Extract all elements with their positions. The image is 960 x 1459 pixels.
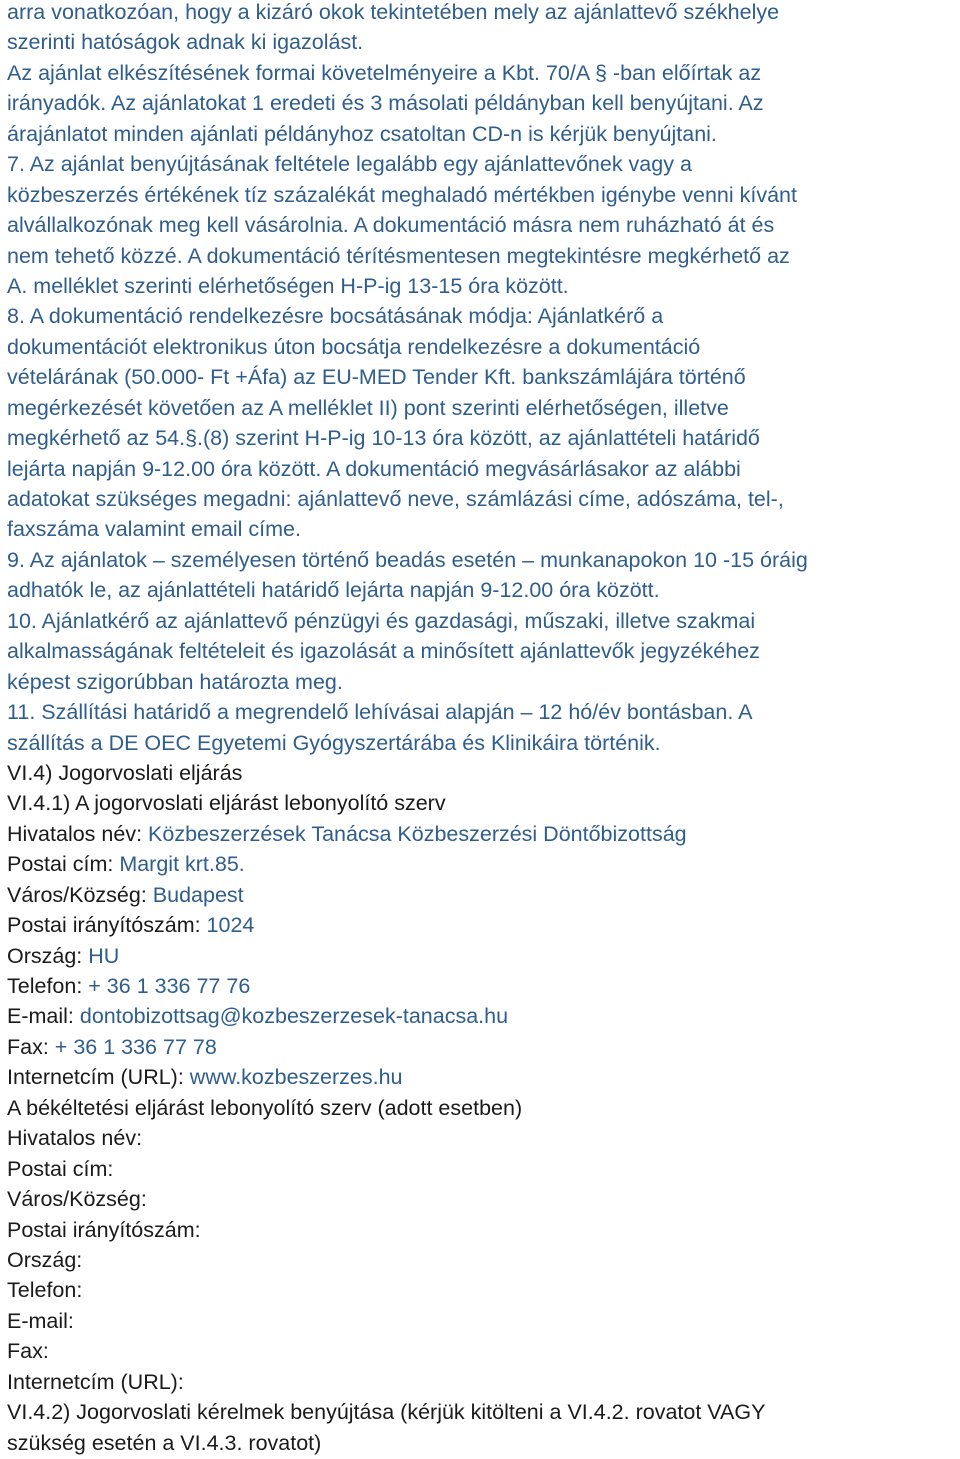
field-label: E-mail: [7,1004,80,1029]
text-line: 11. Szállítási határidő a megrendelő lehívásai alapján – 12 hó/év bontásban. A [7,700,753,725]
text-line: képest szigorúbban határozta meg. [7,669,343,694]
text-line: faxszáma valamint email címe. [7,517,301,542]
field-fax [7,1032,953,1062]
field-country [7,941,953,971]
text-line: lejárta napján 9-12.00 óra között. A dokumentáció megvásárlásakor az alábbi [7,456,741,481]
text-line: megérkezését követően az A melléklet II) pont szerinti elérhetőségen, illetve [7,395,729,420]
text-line: 10. Ajánlatkérő az ajánlattevő pénzügyi és gazdasági, műszaki, illetve szakmai [7,608,756,633]
section-heading: A békéltetési eljárást lebonyolító szerv (adott esetben) [7,1095,523,1120]
field-city [7,880,953,910]
section-heading: VI.4.2) Jogorvoslati kérelmek benyújtása (kérjük kitölteni a VI.4.2. rovatot VAGY [7,1400,766,1425]
text-line: dokumentációt elektronikus úton bocsátja rendelkezésre a dokumentáció [7,334,701,359]
field-label: Telefon: [7,1278,83,1303]
field-postal-code [7,910,953,940]
field-label: Postai cím: [7,1156,114,1181]
field-label: Internetcím (URL): [7,1065,190,1090]
text-line: 7. Az ajánlat benyújtásának feltétele legalább egy ajánlattevőnek vagy a [7,152,692,177]
field-label: Hivatalos név: [7,1126,143,1151]
text-line: alvállalkozónak meg kell vásárolnia. A dokumentáció másra nem ruházható át és [7,213,775,238]
text-line: szükség esetén a VI.4.3. rovatot) [7,1430,322,1455]
field-label: Fax: [7,1339,49,1364]
text-line: arra vonatkozóan, hogy a kizáró okok tekintetében mely az ajánlattevő székhelye [7,0,780,24]
field-label: Város/Község: [7,882,153,907]
text-line: közbeszerzés értékének tíz százalékát meghaladó mértékben igénybe venni kívánt [7,182,797,207]
field-label: Ország: [7,943,89,968]
field-value: 1024 [206,913,255,938]
field-value: + 36 1 336 77 76 [88,974,251,998]
field-value: Budapest [152,882,244,907]
text-line: szállítás a DE OEC Egyetemi Gyógyszertárába és Klinikáira történik. [7,730,661,755]
field-label: Város/Község: [7,1187,147,1212]
field-value: dontobizottsag@kozbeszerzesek-tanacsa.hu [79,1004,509,1029]
field-label: Postai irányítószám: [7,1217,201,1242]
text-line: Az ajánlat elkészítésének formai követelményeire a Kbt. 70/A § -ban előírtak az [7,60,762,85]
field-postal-address [7,849,953,879]
field-label: Postai irányítószám: [7,913,207,938]
section-vi4 [7,758,953,1093]
mediation-section [7,1093,953,1397]
text-line: alkalmasságának feltételeit és igazolását a minősített ajánlattevők jegyzékéhez [7,639,760,664]
field-label: Telefon: [7,974,89,998]
field-value: Margit krt.85. [119,852,245,877]
intro-paragraphs [7,0,953,758]
text-line: megkérhető az 54.§.(8) szerint H-P-ig 10-13 óra között, az ajánlattételi határidő [7,426,760,451]
field-value: + 36 1 336 77 78 [54,1034,217,1059]
field-label: Ország: [7,1247,83,1272]
field-value: Közbeszerzések Tanácsa Közbeszerzési Döntőbizottság [148,821,687,846]
document-page [7,0,953,1458]
field-email [7,1001,953,1031]
section-subheading: VI.4.1) A jogorvoslati eljárást lebonyolító szerv [7,791,446,816]
text-line: adhatók le, az ajánlattételi határidő lejárta napján 9-12.00 óra között. [7,578,660,603]
field-label: Fax: [7,1034,55,1059]
text-line: adatokat szükséges megadni: ajánlattevő neve, számlázási címe, adószáma, tel-, [7,487,784,511]
text-line: nem tehető közzé. A dokumentáció térítésmentesen megtekintésre megkérhető az [7,243,790,268]
field-value: www.kozbeszerzes.hu [189,1065,403,1090]
section-vi42 [7,1397,953,1458]
field-label: Internetcím (URL): [7,1369,184,1394]
field-value: HU [88,943,120,968]
text-line: irányadók. Az ajánlatokat 1 eredeti és 3 másolati példányban kell benyújtani. Az [7,91,764,116]
text-line: 8. A dokumentáció rendelkezésre bocsátásának módja: Ajánlatkérő a [7,304,664,329]
field-label: Postai cím: [7,852,120,877]
section-heading: VI.4) Jogorvoslati eljárás [7,760,243,785]
field-official-name [7,819,953,849]
field-url [7,1062,953,1092]
text-line: 9. Az ajánlatok – személyesen történő beadás esetén – munkanapokon 10 -15 óráig [7,547,808,572]
text-line: vételárának (50.000- Ft +Áfa) az EU-MED Tender Kft. bankszámlájára történő [7,365,746,390]
field-label: E-mail: [7,1308,74,1333]
field-label: Hivatalos név: [7,821,149,846]
field-phone [7,971,953,1001]
text-line: szerinti hatóságok adnak ki igazolást. [7,30,364,55]
text-line: árajánlatot minden ajánlati példányhoz csatoltan CD-n is kérjük benyújtani. [7,121,717,146]
text-line: A. melléklet szerinti elérhetőségen H-P-ig 13-15 óra között. [7,273,569,298]
